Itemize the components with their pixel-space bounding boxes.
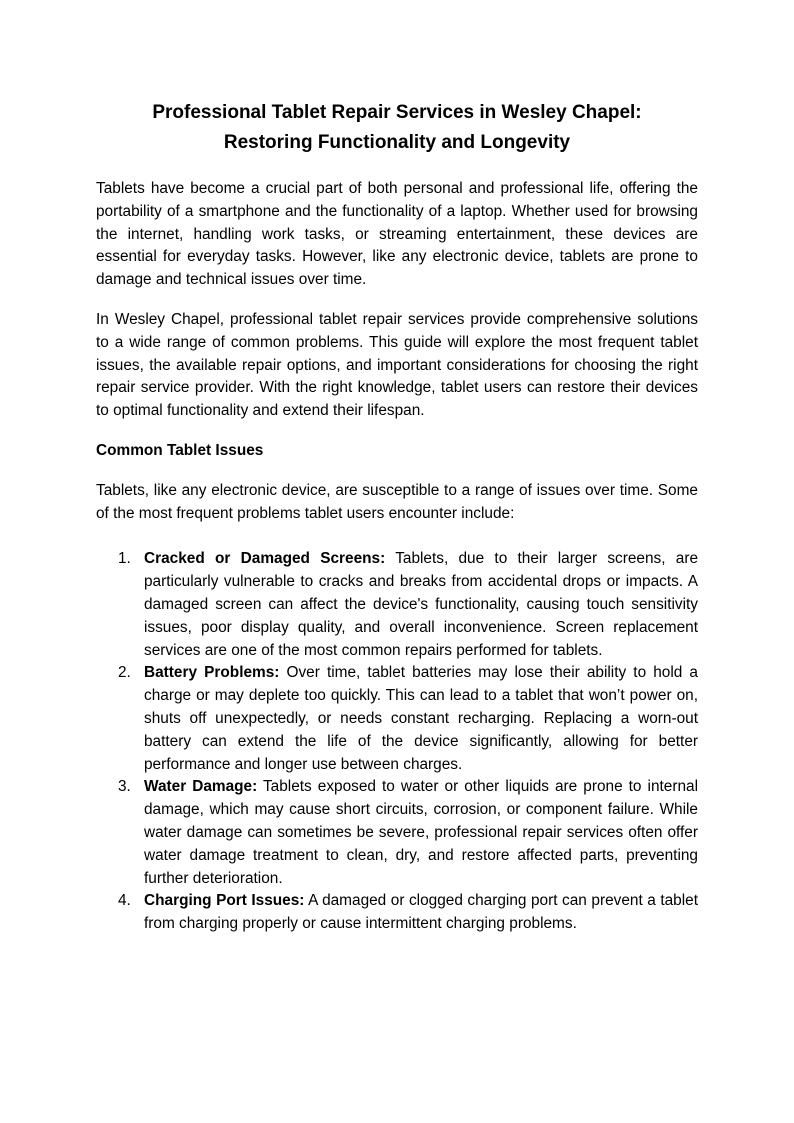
list-item-text: Tablets exposed to water or other liquids are prone to internal damage, which may cause short circuits, corrosion, or component failure. While water damage can sometimes be severe, professional repair services often offer water damage treatment to clean, dry, and restore affected parts, preventing further deterioration. xyxy=(144,778,698,887)
list-item-text: Tablets, due to their larger screens, are particularly vulnerable to cracks and breaks from accidental drops or impacts. A damaged screen can affect the device's functionality, causing touch sensitivity issues, poor display quality, and overall inconvenience. Screen replacement services are one of the most common repairs performed for tablets. xyxy=(144,550,699,659)
list-item-lead: Battery Problems: xyxy=(144,664,280,682)
list-item xyxy=(96,776,698,890)
list-item-lead: Water Damage: xyxy=(144,778,258,796)
list-item xyxy=(96,890,698,936)
intro-paragraph-2: In Wesley Chapel, professional tablet repair services provide comprehensive solutions to a wide range of common problems. This guide will explore the most frequent tablet issues, the available repair options, and important considerations for choosing the right repair service provider. With the right knowledge, tablet users can restore their devices to optimal functionality and extend their lifespan. xyxy=(96,310,698,420)
title-line-2: Restoring Functionality and Longevity xyxy=(223,132,571,153)
list-item-number: 3. xyxy=(118,778,131,796)
issues-list xyxy=(96,548,698,936)
list-item-lead: Cracked or Damaged Screens: xyxy=(144,550,386,568)
list-item-number: 4. xyxy=(118,892,131,910)
list-item xyxy=(96,662,698,776)
section-intro: Tablets, like any electronic device, are susceptible to a range of issues over time. Some of the most frequent problems tablet users encounter include: xyxy=(96,481,698,522)
section-heading: Common Tablet Issues xyxy=(96,441,264,459)
list-item xyxy=(96,548,698,662)
list-item-text: Over time, tablet batteries may lose their ability to hold a charge or may deplete too quickly. This can lead to a tablet that won’t power on, shuts off unexpectedly, or needs constant recharging. Replacing a worn-out battery can extend the life of the device significantly, allowing for better performance and longer use between charges. xyxy=(144,664,698,773)
title-line-1: Professional Tablet Repair Services in Wesley Chapel: xyxy=(152,102,642,123)
list-item-number: 1. xyxy=(118,550,131,568)
intro-paragraph-1: Tablets have become a crucial part of both personal and professional life, offering the portability of a smartphone and the functionality of a laptop. Whether used for browsing the internet, handling work tasks, or streaming entertainment, these devices are essential for everyday tasks. However, like any electronic device, tablets are prone to damage and technical issues over time. xyxy=(96,180,698,289)
list-item-lead: Charging Port Issues: xyxy=(144,892,305,910)
document-page xyxy=(96,98,698,936)
list-item-number: 2. xyxy=(118,664,131,682)
page-title xyxy=(96,98,698,158)
list-item-text: A damaged or clogged charging port can prevent a tablet from charging properly or cause intermittent charging problems. xyxy=(144,892,698,933)
